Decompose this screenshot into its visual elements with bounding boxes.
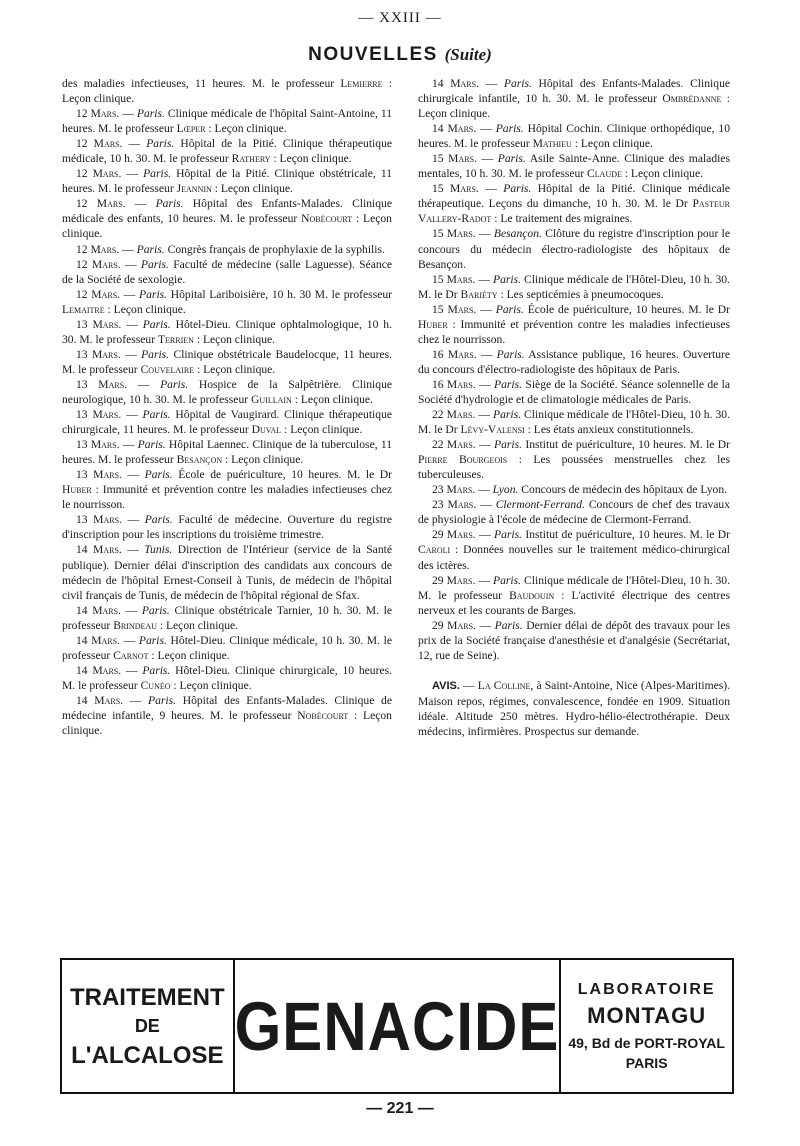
- entry-text: Clinique médicale de l'hôpital Saint-Antoine, 11 heures. M. le professeur: [62, 107, 392, 136]
- ad-lab-address: 49, Bd de PORT-ROYAL: [568, 1035, 725, 1051]
- entry-city: Besançon.: [493, 227, 542, 241]
- entry-city: Clermont-Ferrand.: [495, 498, 585, 512]
- entry-tail: : Leçon clinique.: [193, 332, 276, 346]
- entry-text: Congrès français de prophylaxie de la syphilis.: [164, 242, 385, 256]
- entry-text: Concours de chef des travaux de physiologie à l'école de médecine de Clermont-Ferrand.: [418, 498, 731, 527]
- entry-city: Paris.: [493, 408, 522, 422]
- ad-brand-panel: [235, 960, 560, 1092]
- entry-city: Paris.: [142, 663, 171, 677]
- entry-date: 14 Mars.: [76, 633, 120, 647]
- entry-date: 13 Mars.: [76, 513, 122, 527]
- entry-date: 16 Mars.: [432, 347, 477, 361]
- entry-text: Hôpital de la Pitié. Clinique thérapeutique médicale, 10 h. 30. M. le professeur: [62, 137, 393, 166]
- entry-tail: : Leçon clinique.: [205, 122, 287, 136]
- news-entry: 15 Mars. — Paris. Hôpital de la Pitié. Clinique médicale thérapeutique. Leçons du dimanche, 10 h. 30. M. le Dr Pasteur Vallery-Radot : Le traitement des migraines.: [418, 182, 731, 226]
- entry-professor: Lévy-Valensi: [460, 423, 525, 437]
- entry-date: 13 Mars.: [76, 317, 122, 331]
- entry-text: Hôpital Cochin. Clinique orthopédique, 10 heures. M. le professeur: [418, 122, 731, 151]
- entry-tail: : Leçon clinique.: [571, 137, 653, 151]
- news-entry: 13 Mars. — Paris. Clinique obstétricale Baudelocque, 11 heures. M. le professeur Couvelaire : Leçon clinique.: [62, 347, 393, 376]
- entry-text: Hôpital des Enfants-Malades. Clinique médicale des enfants, 10 heures. M. le professeur: [62, 197, 392, 226]
- entry-professor: Nobécourt: [297, 708, 349, 722]
- entry-tail: : Leçon clinique.: [62, 212, 392, 241]
- avis-text: , à Saint-Antoine, Nice (Alpes-Maritimes). Maison repos, régimes, convalescence, fondée en 1909. Situation idéale. Altitude 250 mètres. Hydro-hélio-électrothérapie. Deux médecins, infirmières. Prospectus sur demande.: [418, 678, 731, 738]
- entry-professor: Guillain: [251, 392, 292, 406]
- entry-text: Clinique médicale de l'Hôtel-Dieu, 10 h. 30. M. le Dr: [418, 408, 731, 437]
- entry-professor: Pierre Bourgeois: [418, 453, 508, 467]
- entry-date: 22 Mars.: [432, 408, 476, 422]
- entry-text: Asile Sainte-Anne. Clinique des maladies mentales, 10 h. 30. M. le professeur: [418, 152, 731, 181]
- advertisement: [60, 958, 734, 1094]
- entry-professor: Baudouin: [509, 588, 555, 602]
- entry-tail: : Leçon clinique.: [156, 618, 239, 632]
- entry-city: Paris.: [148, 693, 177, 707]
- entry-text: Hôpital de la Pitié. Clinique obstétricale, 11 heures. M. le professeur: [62, 167, 393, 196]
- entry-professor: Huber: [62, 483, 92, 497]
- ad-treatment-line-3: L'ALCALOSE: [71, 1041, 224, 1069]
- entry-professor: Bariéty: [460, 287, 498, 301]
- entry-city: Paris.: [140, 257, 169, 271]
- entry-date: 15 Mars.: [432, 182, 479, 196]
- news-entry: 13 Mars. — Paris. École de puériculture, 10 heures. M. le Dr Huber : Immunité et prévention contre les maladies infectieuses chez le nourrisson.: [62, 468, 393, 512]
- entry-city: Paris.: [160, 377, 189, 391]
- news-entry: 12 Mars. — Paris. Faculté de médecine (salle Laguesse). Séance de la Société de sexologie.: [62, 257, 393, 286]
- entry-tail: : Leçon clinique.: [222, 453, 304, 467]
- entry-tail: : Leçon clinique.: [291, 392, 373, 406]
- news-entry: 22 Mars. — Paris. Institut de puériculture, 10 heures. M. le Dr Pierre Bourgeois : Les poussées menstruelles chez les tuberculeuses.: [418, 438, 731, 482]
- entry-text: Dernier délai de dépôt des travaux pour les prix de la Société française d'anesthésie et d'analgésie (Secrétariat, 12, rue de Seine).: [418, 618, 731, 662]
- entry-professor: Couvelaire: [140, 362, 195, 376]
- entry-city: Paris.: [494, 438, 523, 452]
- entry-city: Paris.: [141, 603, 170, 617]
- entry-date: 12 Mars.: [76, 257, 121, 271]
- entry-tail: : Le traitement des migraines.: [491, 212, 633, 226]
- ad-brand-name: GENACIDE: [234, 987, 560, 1065]
- entry-date: 14 Mars.: [76, 543, 122, 557]
- entry-city: Paris.: [144, 468, 173, 482]
- entry-professor: Lemierre: [340, 77, 383, 90]
- entry-professor: Brindeau: [113, 618, 157, 632]
- entry-date: 16 Mars.: [432, 377, 476, 391]
- entry-professor: Besançon: [176, 453, 223, 467]
- news-entry: 14 Mars. — Paris. Hôtel-Dieu. Clinique chirurgicale, 10 heures. M. le professeur Cunéo : Leçon clinique.: [62, 663, 393, 692]
- entry-city: Paris.: [139, 287, 168, 301]
- news-entry: 29 Mars. — Paris. Institut de puériculture, 10 heures. M. le Dr Caroli : Données nouvelles sur le traitement médico-chirurgical des ictères.: [418, 528, 731, 572]
- entry-date: 14 Mars.: [432, 122, 477, 136]
- ad-lab-line-2: MONTAGU: [587, 1003, 707, 1028]
- entry-text: Hôpital des Enfants-Malades. Clinique de médecine infantile, 9 heures. M. le professeur: [62, 693, 392, 722]
- entry-date: 29 Mars.: [432, 618, 476, 632]
- entry-tail: : Leçon clinique.: [418, 92, 730, 121]
- entry-date: 12 Mars.: [76, 137, 123, 151]
- entry-city: Paris.: [143, 167, 172, 181]
- entry-city: Paris.: [138, 633, 167, 647]
- entry-professor: Caroli: [418, 543, 451, 557]
- entry-city: Paris.: [142, 408, 171, 422]
- entry-city: Paris.: [494, 377, 523, 391]
- news-entry: 14 Mars. — Paris. Hôpital des Enfants-Malades. Clinique chirurgicale infantile, 10 h. 30. M. le professeur Ombrédanne : Leçon clinique.: [418, 77, 731, 121]
- entry-text: Hôtel-Dieu. Clinique médicale, 10 h. 30. M. le professeur: [62, 633, 392, 662]
- entry-date: 13 Mars.: [76, 468, 122, 482]
- entry-date: 12 Mars.: [76, 167, 122, 181]
- entry-professor: Mathieu: [532, 137, 572, 151]
- entry-text: Hôpital de Vaugirard. Clinique thérapeutique chirurgicale, 11 heures. M. le professeur: [62, 408, 393, 437]
- entry-text: Hôtel-Dieu. Clinique chirurgicale, 10 heures. M. le professeur: [62, 663, 393, 692]
- entry-city: Paris.: [495, 122, 524, 136]
- entry-text: Assistance publique, 16 heures. Ouverture du concours d'électro-radiologiste des hôpitaux de Paris.: [418, 347, 731, 376]
- entry-tail: : Leçon clinique.: [281, 423, 363, 437]
- entry-text: École de puériculture, 10 heures. M. le Dr: [172, 468, 393, 482]
- entry-text: Hôpital Laennec. Clinique de la tuberculose, 11 heures. M. le professeur: [62, 438, 393, 467]
- entry-date: 14 Mars.: [76, 603, 121, 617]
- entry-city: Paris.: [497, 152, 526, 166]
- entry-tail: : Leçon clinique.: [194, 362, 276, 376]
- entry-professor: Lœper: [176, 122, 206, 136]
- entry-city: Paris.: [146, 137, 175, 151]
- entry-city: Paris.: [493, 272, 522, 286]
- entry-text: Clinique obstétricale Tarnier, 10 h. 30. M. le professeur: [62, 603, 392, 632]
- entry-professor: Rathery: [231, 152, 271, 166]
- entry-text: Hôpital de la Pitié. Clinique médicale thérapeutique. Leçons du dimanche, 10 h. 30. M. le Dr: [418, 182, 731, 211]
- entry-city: Paris.: [136, 107, 165, 121]
- ad-treatment-panel: [62, 960, 235, 1092]
- entry-tail: : Leçon clinique.: [270, 152, 352, 166]
- news-entry: 15 Mars. — Paris. Clinique médicale de l'Hôtel-Dieu, 10 h. 30. M. le Dr Bariéty : Les septicémies à pneumocoques.: [418, 272, 731, 301]
- entry-city: Paris.: [494, 528, 523, 542]
- entry-city: Paris.: [496, 347, 525, 361]
- news-entry: 15 Mars. — Besançon. Clôture du registre d'inscription pour le concours du médecin électro-radiologiste des hôpitaux de Besançon.: [418, 227, 731, 271]
- entry-text: Hôpital des Enfants-Malades. Clinique chirurgicale infantile, 10 h. 30. M. le professeur: [418, 77, 731, 106]
- entry-text: Direction de l'Intérieur (service de la Santé publique). Dernier délai d'inscription des candidats aux concours de médecin de l'hôpital Ernest-Conseil à Tunis, de médecin de l'hôpital civil français de Tunis, de médecin de l'hôpital régional de Sfax.: [62, 543, 392, 602]
- entry-date: 14 Mars.: [432, 77, 479, 90]
- page-folio: — XXIII —: [358, 10, 442, 26]
- entry-tail: : Leçon clinique.: [621, 167, 704, 181]
- entry-city: Paris.: [141, 347, 170, 361]
- entry-city: Lyon.: [492, 483, 519, 497]
- entry-professor: Carnot: [113, 648, 149, 662]
- news-entry: 16 Mars. — Paris. Siège de la Société. Séance solennelle de la Société d'hydrologie et de climatologie médicales de Paris.: [418, 377, 731, 406]
- entry-professor: Cunéo: [140, 678, 171, 692]
- entry-date: 12 Mars.: [76, 242, 120, 256]
- news-entry: 29 Mars. — Paris. Dernier délai de dépôt des travaux pour les prix de la Société française d'anesthésie et d'analgésie (Secrétariat, 12, rue de Seine).: [418, 618, 731, 662]
- news-entry: 13 Mars. — Paris. Hôtel-Dieu. Clinique ophtalmologique, 10 h. 30. M. le professeur Terrien : Leçon clinique.: [62, 317, 392, 346]
- avis-name: La Colline: [477, 678, 531, 692]
- right-column: [418, 76, 730, 739]
- news-entry: 12 Mars. — Paris. Clinique médicale de l'hôpital Saint-Antoine, 11 heures. M. le professeur Lœper : Leçon clinique.: [62, 107, 392, 136]
- entry-date: 13 Mars.: [76, 408, 122, 422]
- ad-lab-line-1: LABORATOIRE: [577, 981, 716, 998]
- news-entry: 14 Mars. — Paris. Hôpital Cochin. Clinique orthopédique, 10 heures. M. le professeur Mathieu : Leçon clinique.: [418, 122, 731, 151]
- entry-city: Paris.: [142, 317, 171, 331]
- entry-text: Clôture du registre d'inscription pour le concours du médecin électro-radiologiste des hôpitaux de Besançon.: [418, 227, 731, 271]
- entry-professor: Lemaitre: [62, 302, 105, 316]
- entry-tail: : Les poussées menstruelles chez les tuberculeuses.: [418, 453, 730, 482]
- news-entry: 23 Mars. — Clermont-Ferrand. Concours de chef des travaux de physiologie à l'école de médecine de Clermont-Ferrand.: [418, 498, 731, 527]
- entry-tail: : Leçon clinique.: [104, 302, 186, 316]
- entry-tail: : Leçon clinique.: [62, 708, 392, 738]
- ad-treatment-line-1: TRAITEMENT: [69, 983, 225, 1011]
- entry-city: Paris.: [503, 182, 532, 196]
- entry-professor: Huber: [418, 317, 448, 331]
- entry-professor: Pasteur Vallery-Radot: [418, 197, 730, 226]
- entry-tail: : Les états anxieux constitutionnels.: [524, 423, 694, 437]
- news-entry: 14 Mars. — Paris. Hôpital des Enfants-Malades. Clinique de médecine infantile, 9 heures. M. le professeur Nobécourt : Leçon clinique.: [62, 693, 392, 738]
- section-heading: [0, 44, 800, 66]
- entry-text: Faculté de médecine (salle Laguesse). Séance de la Société de sexologie.: [62, 257, 393, 286]
- entry-date: 12 Mars.: [76, 107, 120, 121]
- news-entry: 13 Mars. — Paris. Faculté de médecine. Ouverture du registre d'inscription pour les inscriptions du troisième trimestre.: [62, 513, 392, 542]
- entry-text: Hôpital Lariboisière, 10 h. 30 M. le professeur: [167, 287, 393, 301]
- news-entry: 15 Mars. — Paris. Asile Sainte-Anne. Clinique des maladies mentales, 10 h. 30. M. le professeur Claude : Leçon clinique.: [418, 152, 731, 181]
- entry-text: Siège de la Société. Séance solennelle de la Société d'hydrologie et de climatologie médicales de Paris.: [418, 377, 731, 406]
- entry-tail: : L'activité électrique des centres nerveux et les courants de Barges.: [418, 588, 730, 617]
- entry-professor: Duval: [251, 423, 282, 437]
- entry-date: 23 Mars.: [432, 498, 477, 512]
- entry-text: Institut de puériculture, 10 heures. M. le Dr: [522, 438, 731, 452]
- ad-treatment-line-2: DE: [134, 1015, 160, 1036]
- entry-tail: : Immunité et prévention contre les maladies infectieuses chez le nourrisson.: [62, 483, 392, 512]
- news-entry: 22 Mars. — Paris. Clinique médicale de l'Hôtel-Dieu, 10 h. 30. M. le Dr Lévy-Valensi : Les états anxieux constitutionnels.: [418, 408, 731, 437]
- news-entry: 12 Mars. — Paris. Hôpital de la Pitié. Clinique thérapeutique médicale, 10 h. 30. M. le professeur Rathery : Leçon clinique.: [62, 137, 393, 166]
- entry-date: 14 Mars.: [76, 693, 124, 707]
- news-entry: 23 Mars. — Lyon. Concours de médecin des hôpitaux de Lyon.: [432, 483, 728, 497]
- entry-city: Paris.: [494, 618, 523, 632]
- entry-date: 14 Mars.: [76, 663, 122, 677]
- entry-city: Tunis.: [144, 543, 173, 557]
- entry-text: Hôtel-Dieu. Clinique ophtalmologique, 10 h. 30. M. le professeur: [62, 317, 392, 346]
- entry-date: 29 Mars.: [432, 528, 476, 542]
- entry-date: 23 Mars.: [432, 483, 476, 497]
- entry-date: 13 Mars.: [76, 438, 120, 452]
- news-entry: 13 Mars. — Paris. Hôpital Laennec. Clinique de la tuberculose, 11 heures. M. le professeur Besançon : Leçon clinique.: [62, 438, 393, 467]
- news-entry: 13 Mars. — Paris. Hospice de la Salpêtrière. Clinique neurologique, 10 h. 30. M. le professeur Guillain : Leçon clinique.: [62, 377, 393, 406]
- entry-date: 12 Mars.: [76, 287, 121, 301]
- entry-text: des maladies infectieuses, 11 heures. M. le professeur: [62, 77, 341, 90]
- entry-date: 15 Mars.: [432, 227, 476, 241]
- news-entry: 16 Mars. — Paris. Assistance publique, 16 heures. Ouverture du concours d'électro-radiologiste des hôpitaux de Paris.: [418, 347, 731, 376]
- entry-text: Hospice de la Salpêtrière. Clinique neurologique, 10 h. 30. M. le professeur: [62, 377, 393, 406]
- news-entry: 15 Mars. — Paris. École de puériculture, 10 heures. M. le Dr Huber : Immunité et prévention contre les maladies infectieuses chez le nourrisson.: [418, 302, 730, 346]
- news-entry: 12 Mars. — Paris. Hôpital Lariboisière, 10 h. 30 M. le professeur Lemaitre : Leçon clinique.: [62, 287, 393, 316]
- entry-text: École de puériculture, 10 heures. M. le Dr: [523, 302, 730, 316]
- entry-date: 13 Mars.: [76, 347, 121, 361]
- news-entry: 14 Mars. — Paris. Hôtel-Dieu. Clinique médicale, 10 h. 30. M. le professeur Carnot : Leçon clinique.: [62, 633, 392, 662]
- entry-city: Paris.: [136, 242, 165, 256]
- ad-laboratory-panel: [559, 960, 732, 1092]
- section-title: NOUVELLES: [308, 44, 438, 65]
- entry-date: 29 Mars.: [432, 573, 476, 587]
- left-column: [62, 76, 392, 738]
- entry-text: Concours de médecin des hôpitaux de Lyon.: [518, 483, 728, 497]
- entry-date: 15 Mars.: [432, 152, 477, 166]
- entry-date: 12 Mars.: [76, 197, 126, 211]
- entry-text: Clinique obstétricale Baudelocque, 11 heures. M. le professeur: [62, 347, 393, 376]
- entry-tail: : Leçon clinique.: [148, 648, 230, 662]
- entry-text: Clinique médicale de l'Hôtel-Dieu, 10 h. 30. M. le Dr: [418, 272, 731, 301]
- news-entry: 29 Mars. — Paris. Clinique médicale de l'Hôtel-Dieu, 10 h. 30. M. le professeur Baudouin : L'activité électrique des centres nerveux et les courants de Barges.: [418, 573, 731, 617]
- entry-city: Paris.: [495, 302, 524, 316]
- entry-city: Paris.: [155, 197, 184, 211]
- entry-date: 22 Mars.: [432, 438, 476, 452]
- entry-text: Faculté de médecine. Ouverture du registre d'inscription pour les inscriptions du troisième trimestre.: [62, 513, 392, 542]
- news-entry: 12 Mars. — Paris. Hôpital de la Pitié. Clinique obstétricale, 11 heures. M. le professeur Jeannin : Leçon clinique.: [62, 167, 393, 196]
- entry-date: 15 Mars.: [432, 272, 476, 286]
- entry-city: Paris.: [503, 77, 532, 90]
- entry-date: 13 Mars.: [76, 377, 128, 391]
- entry-text: Institut de puériculture, 10 heures. M. le Dr: [522, 528, 731, 542]
- entry-tail: : Leçon clinique.: [170, 678, 252, 692]
- page-number: — 221 —: [366, 1100, 434, 1117]
- entry-professor: Terrien: [157, 332, 194, 346]
- entry-tail: : Données nouvelles sur le traitement médico-chirurgical des ictères.: [418, 543, 730, 572]
- news-entry: [62, 76, 392, 106]
- news-entry: 13 Mars. — Paris. Hôpital de Vaugirard. Clinique thérapeutique chirurgicale, 11 heures. M. le professeur Duval : Leçon clinique.: [62, 408, 393, 437]
- news-entry: 12 Mars. — Paris. Congrès français de prophylaxie de la syphilis.: [76, 242, 385, 256]
- entry-city: Paris.: [137, 438, 166, 452]
- entry-tail: : Immunité et prévention contre les maladies infectieuses chez le nourrisson.: [418, 317, 730, 346]
- entry-date: 15 Mars.: [432, 302, 477, 316]
- entry-professor: Jeannin: [176, 182, 212, 196]
- section-suite: (Suite): [444, 45, 492, 64]
- entry-city: Paris.: [144, 513, 173, 527]
- entry-professor: Claude: [587, 167, 622, 181]
- entry-city: Paris.: [493, 573, 522, 587]
- entry-professor: Ombrédanne: [662, 92, 722, 106]
- entry-professor: Nobécourt: [301, 212, 353, 226]
- entry-tail: : Leçon clinique.: [62, 77, 393, 106]
- entry-tail: : Les septicémies à pneumocoques.: [497, 287, 664, 301]
- ad-lab-city: PARIS: [625, 1055, 668, 1071]
- entry-tail: : Leçon clinique.: [211, 182, 293, 196]
- news-entry: 12 Mars. — Paris. Hôpital des Enfants-Malades. Clinique médicale des enfants, 10 heures. M. le professeur Nobécourt : Leçon clinique.: [62, 197, 392, 241]
- news-entry: 14 Mars. — Tunis. Direction de l'Intérieur (service de la Santé publique). Dernier délai d'inscription des candidats aux concours de médecin de l'hôpital Ernest-Conseil à Tunis, de médecin de l'hôpital civil français de Tunis, de médecin de l'hôpital régional de Sfax.: [62, 543, 392, 602]
- avis-notice: AVIS. — La Colline, à Saint-Antoine, Nice (Alpes-Maritimes). Maison repos, régimes, convalescence, fondée en 1909. Situation idéale. Altitude 250 mètres. Hydro-hélio-électrothérapie. Deux médecins, infirmières. Prospectus sur demande.: [418, 678, 731, 738]
- avis-label: AVIS.: [432, 679, 460, 692]
- entry-text: Clinique médicale de l'Hôtel-Dieu, 10 h. 30. M. le professeur: [418, 573, 731, 602]
- news-entry: 14 Mars. — Paris. Clinique obstétricale Tarnier, 10 h. 30. M. le professeur Brindeau : Leçon clinique.: [62, 603, 392, 632]
